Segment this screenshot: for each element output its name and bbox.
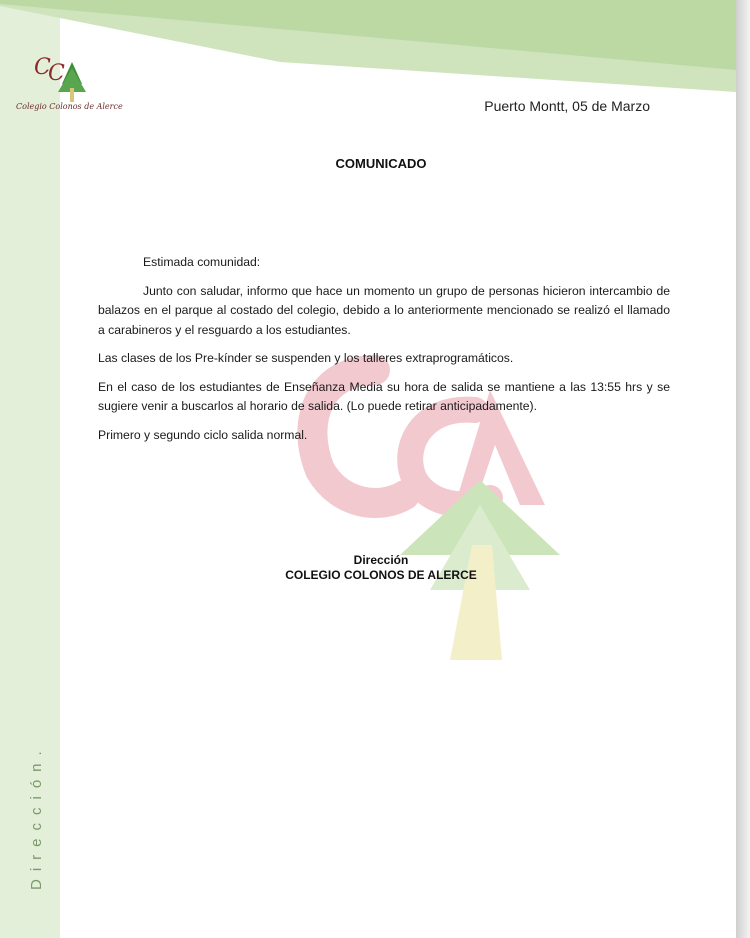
svg-text:C: C [34, 55, 51, 80]
letter-body [98, 253, 670, 454]
paragraph-4: Primero y segundo ciclo salida normal. [98, 427, 308, 442]
document-title: COMUNICADO [335, 156, 427, 171]
paragraph-3: En el caso de los estudiantes de Enseñanza Media su hora de salida se mantiene a las 13:55 hrs y se sugiere venir a buscarlos al horario de salida. (Lo puede retirar anticipadamente). [98, 379, 670, 413]
school-name-script: Colegio Colonos de Alerce [16, 102, 123, 111]
signature-line-2: COLEGIO COLONOS DE ALERCE [285, 568, 477, 582]
greeting: Estimada comunidad: [143, 255, 261, 269]
paragraph-2: Las clases de los Pre-kínder se suspenden y los talleres extraprogramáticos. [98, 351, 514, 365]
signature-line-1: Dirección [353, 553, 409, 567]
signature-block [0, 553, 736, 583]
page-edge-shadow [736, 0, 750, 938]
svg-text:C: C [48, 61, 65, 86]
date-line: Puerto Montt, 05 de Marzo [484, 98, 650, 114]
side-vertical-label: Dirección. [28, 743, 45, 890]
paragraph-1: Junto con saludar, informo que hace un momento un grupo de personas hicieron intercambio de balazos en el parque al costado del colegio, debido a lo anteriormente mencionado se realizó el llamado a carabineros y el resguardo a los estudiantes. [98, 283, 670, 337]
